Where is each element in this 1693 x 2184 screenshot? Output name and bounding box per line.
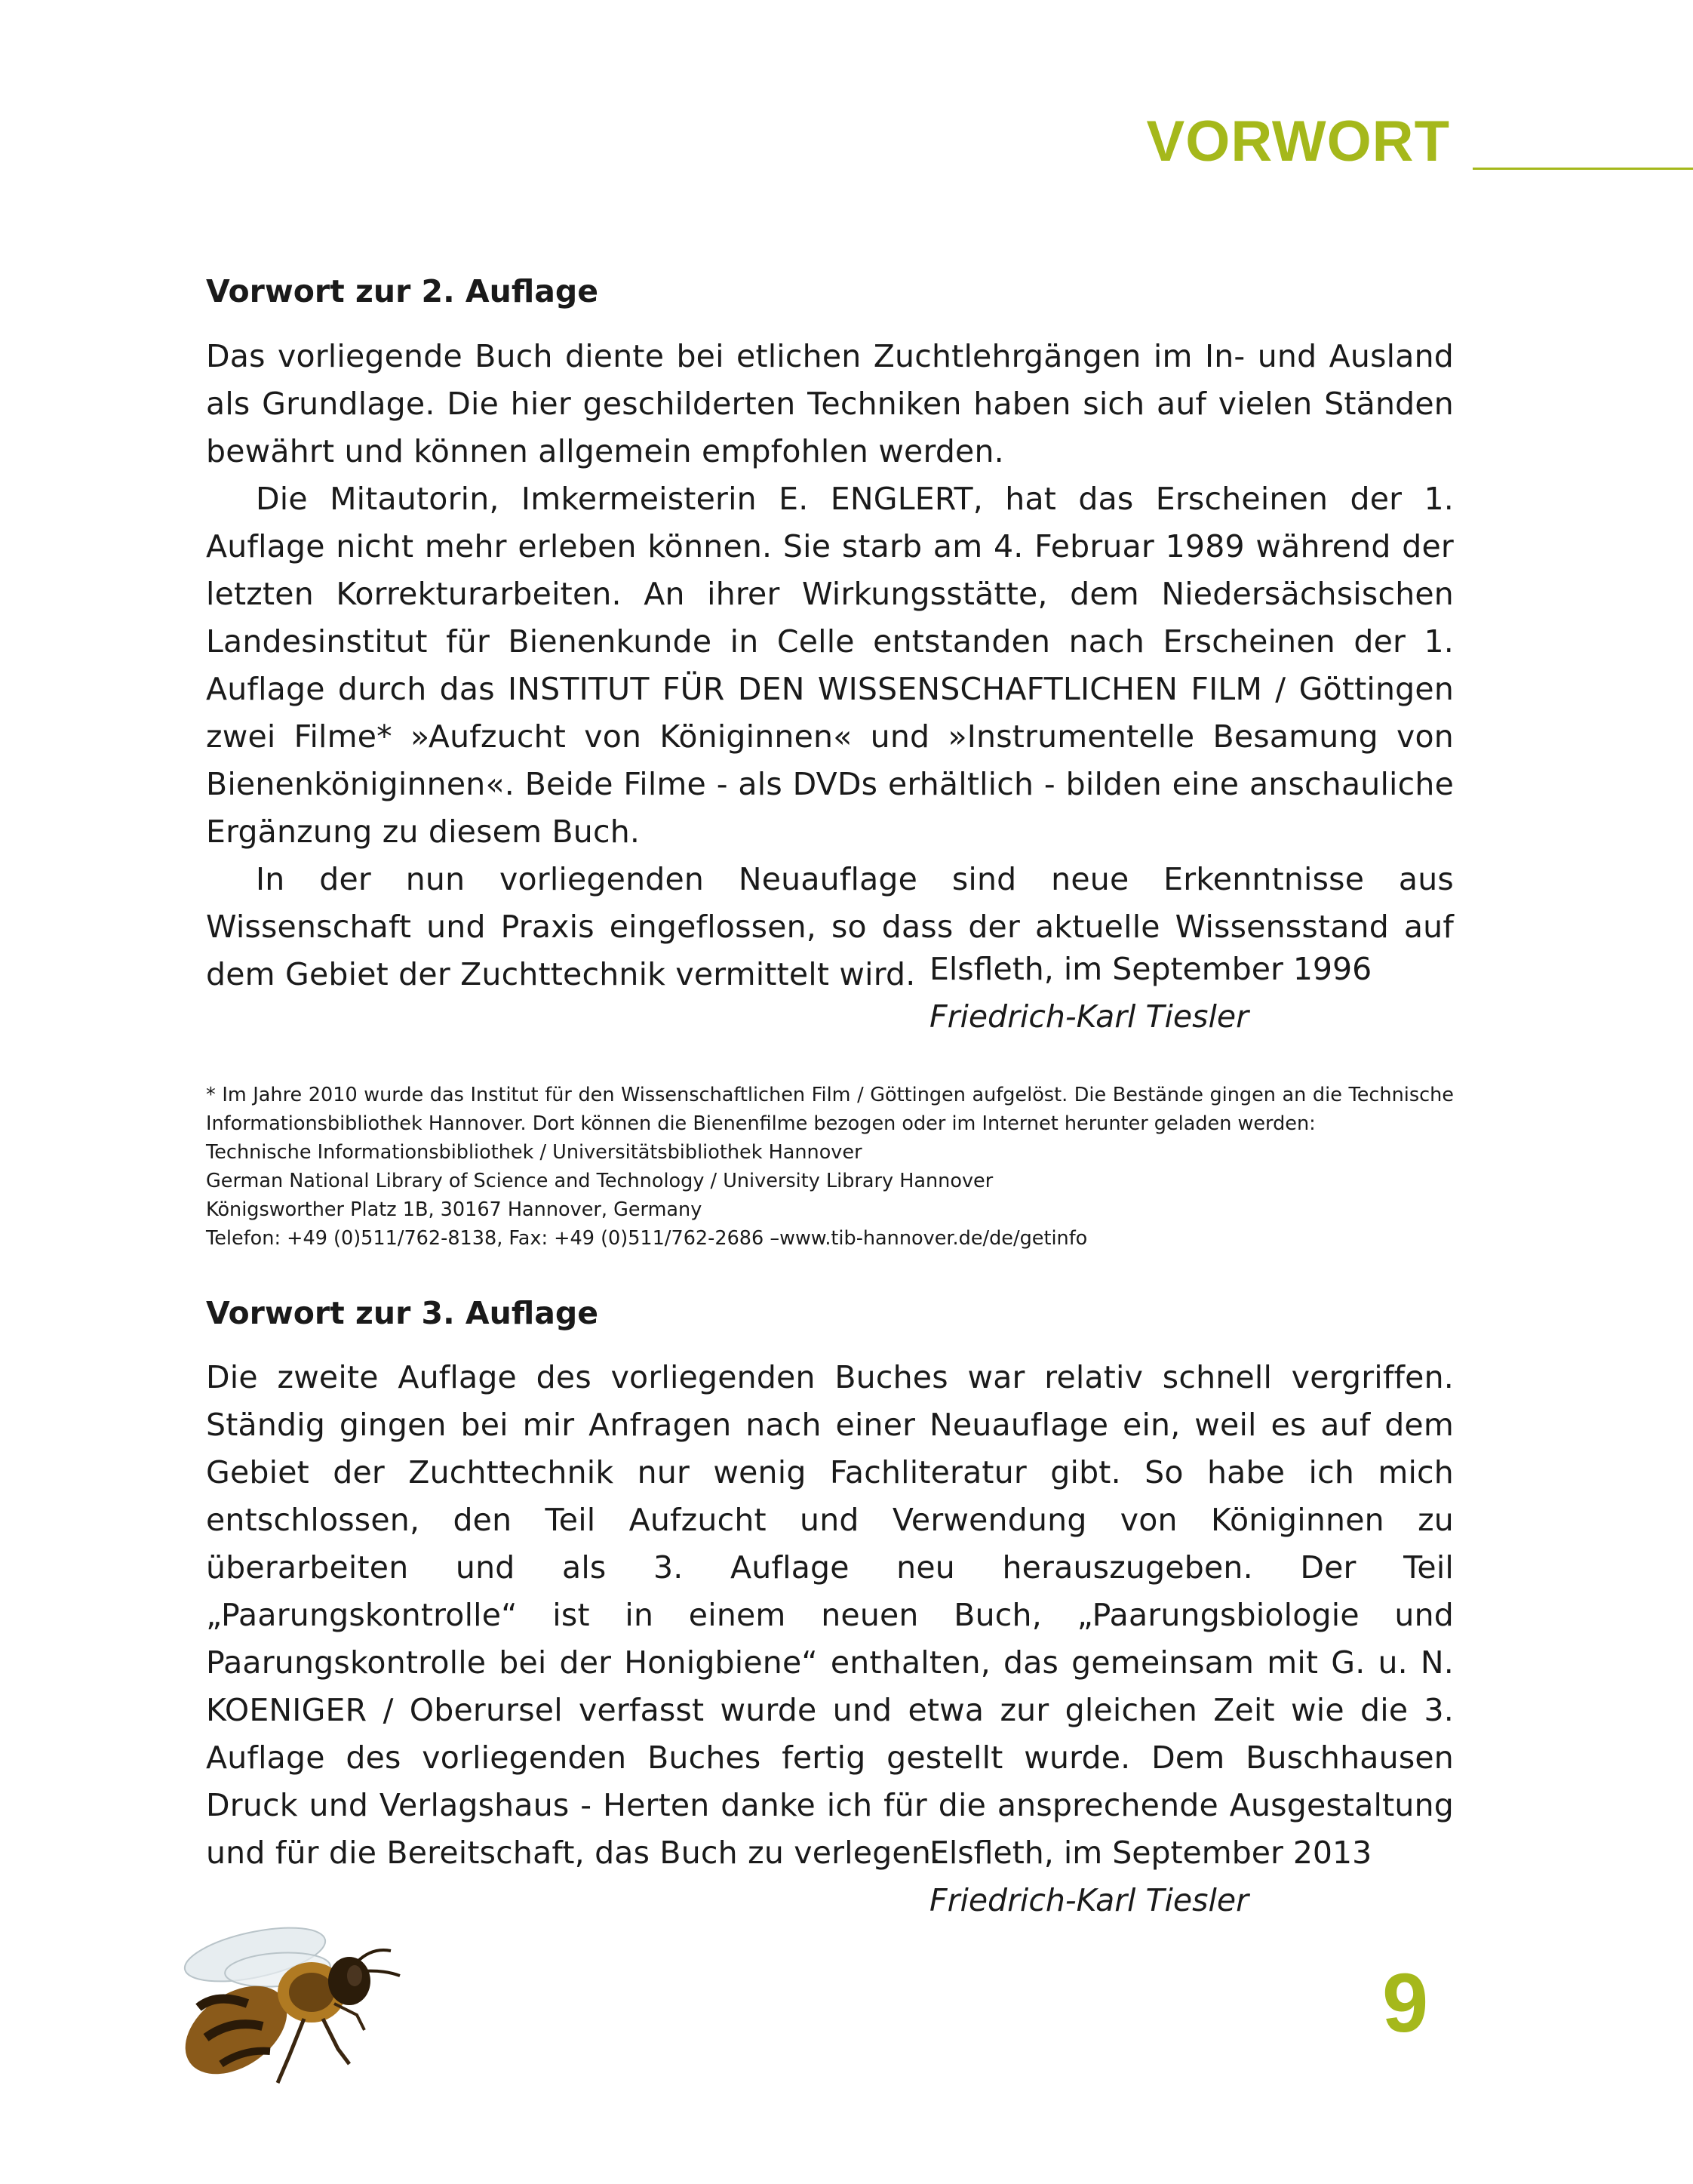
- section-2-body: [206, 333, 1454, 998]
- footnote: [206, 1081, 1454, 1253]
- section-3-block: [206, 1295, 1454, 1332]
- signature-name: Friedrich-Karl Tiesler: [929, 1882, 1249, 1918]
- section-3-signature: [929, 1829, 1372, 1924]
- section-3-body: [206, 1354, 1454, 1877]
- section-2-paragraph-1: Das vorliegende Buch diente bei etlichen Zuchtlehrgängen im In- und Ausland als Grundlage. Die hier geschilderten Techniken haben sich auf vielen Ständen bewährt und können allgemein empfohlen werden.: [206, 338, 1454, 469]
- signature-place-date: Elsfleth, im September 2013: [929, 1835, 1372, 1871]
- section-2-heading: Vorwort zur 2. Auflage: [206, 273, 599, 309]
- footnote-address-line: German National Library of Science and Technology / University Library Hannover: [206, 1170, 994, 1192]
- footnote-address-line: Telefon: +49 (0)511/762-8138, Fax: +49 (0)511/762-2686 –www.tib-hannover.de/de/getinfo: [206, 1227, 1088, 1250]
- footnote-address-line: Technische Informationsbibliothek / Universitätsbibliothek Hannover: [206, 1141, 862, 1164]
- chapter-title-rule: [1473, 168, 1693, 170]
- chapter-title: VORWORT: [1146, 109, 1450, 174]
- signature-name: Friedrich-Karl Tiesler: [929, 998, 1249, 1035]
- footnote-text: * Im Jahre 2010 wurde das Institut für den Wissenschaftlichen Film / Göttingen aufgelöst. Die Bestände gingen an die Technische Informationsbibliothek Hannover. Dort können die Bienenfilme bezogen oder im Internet herunter geladen werden:: [206, 1084, 1454, 1135]
- section-3-heading: Vorwort zur 3. Auflage: [206, 1295, 599, 1331]
- section-3-paragraph-1: Die zweite Auflage des vorliegenden Buches war relativ schnell vergriffen. Ständig gingen bei mir Anfragen nach einer Neuauflage ein, weil es auf dem Gebiet der Zuchttechnik nur wenig Fachliteratur gibt. So habe ich mich entschlossen, den Teil Aufzucht und Verwendung von Königinnen zu überarbeiten und als 3. Auflage neu herauszugeben. Der Teil „Paarungskontrolle“ ist in einem neuen Buch, „Paarungsbiologie und Paarungskontrolle bei der Honigbiene“ enthalten, das gemeinsam mit G. u. N. KOENIGER / Oberursel verfasst wurde und etwa zur gleichen Zeit wie die 3. Auflage des vorliegenden Buches fertig gestellt wurde. Dem Buschhausen Druck und Verlagshaus - Herten danke ich für die ansprechende Ausgestaltung und für die Bereitschaft, das Buch zu verlegen.: [206, 1359, 1454, 1871]
- page-number: 9: [1382, 1957, 1429, 2050]
- signature-place-date: Elsfleth, im September 1996: [929, 951, 1372, 987]
- footnote-address-line: Königsworther Platz 1B, 30167 Hannover, Germany: [206, 1198, 702, 1221]
- section-2-signature: [929, 946, 1372, 1041]
- section-2-paragraph-3: In der nun vorliegenden Neuauflage sind neue Erkenntnisse aus Wissenschaft und Praxis eingeflossen, so dass der aktuelle Wissensstand auf dem Gebiet der Zuchttechnik vermittelt wird.: [206, 861, 1454, 992]
- section-2-block: [206, 273, 1454, 310]
- section-2-paragraph-2: Die Mitautorin, Imkermeisterin E. ENGLERT, hat das Erscheinen der 1. Auflage nicht mehr erleben können. Sie starb am 4. Februar 1989 während der letzten Korrekturarbeiten. An ihrer Wirkungsstätte, dem Niedersächsischen Landesinstitut für Bienenkunde in Celle entstanden nach Erscheinen der 1. Auflage durch das INSTITUT FÜR DEN WISSENSCHAFTLICHEN FILM / Göttingen zwei Filme* »Aufzucht von Königinnen« und »Instrumentelle Besamung von Bienenköniginnen«. Beide Filme - als DVDs erhältlich - bilden eine anschauliche Ergänzung zu diesem Buch.: [206, 481, 1454, 850]
- bee-illustration-icon: [164, 1917, 406, 2090]
